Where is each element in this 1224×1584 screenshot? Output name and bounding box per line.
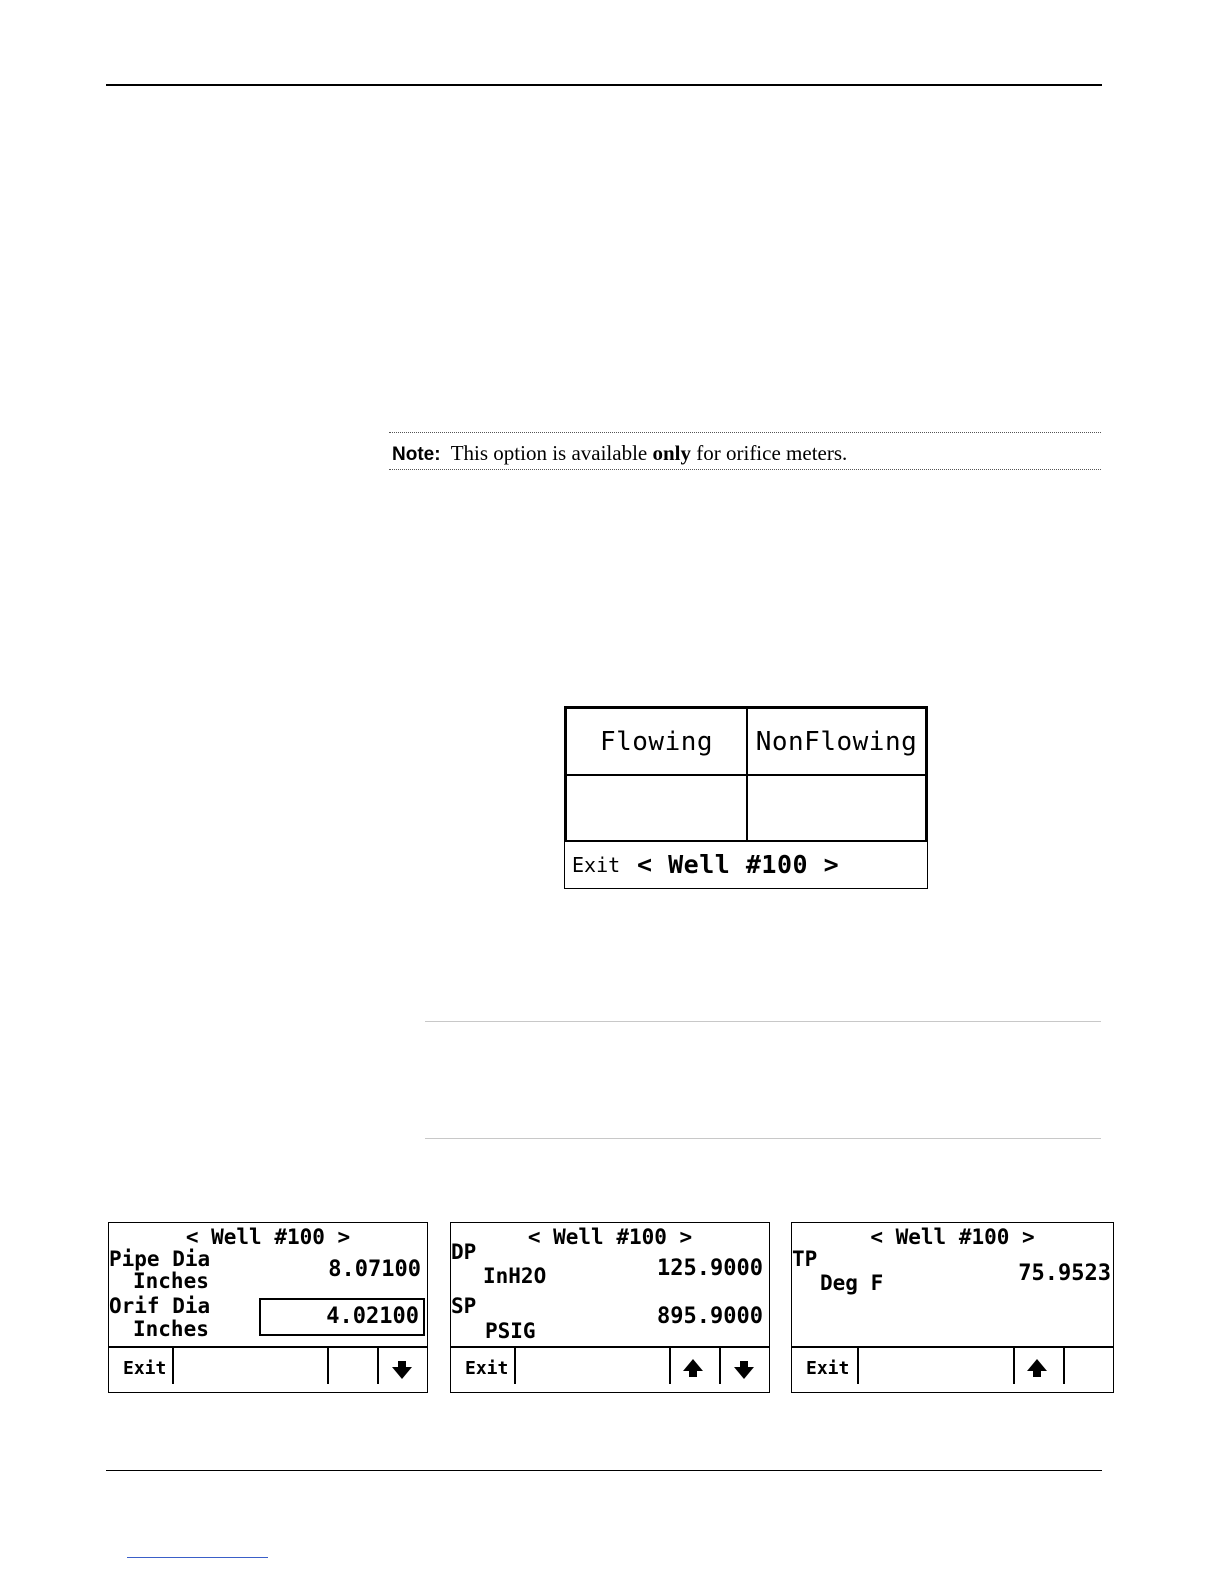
well-selector[interactable]: < Well #100 >: [185, 1225, 351, 1249]
sp-label: SP: [451, 1294, 477, 1318]
divider-rule: [425, 1138, 1101, 1139]
softkey-bar: [109, 1346, 427, 1392]
flowing-screen: [564, 706, 928, 889]
tp-label: TP: [792, 1247, 818, 1271]
softkey-divider: [857, 1348, 859, 1384]
well-selector[interactable]: < Well #100 >: [527, 1225, 693, 1249]
up-arrow-icon[interactable]: [1026, 1358, 1048, 1380]
pipe-dia-unit: Inches: [133, 1269, 209, 1293]
softkey-divider: [1013, 1348, 1015, 1384]
tp-value[interactable]: 75.9523: [1018, 1261, 1111, 1286]
well-selector[interactable]: < Well #100 >: [637, 850, 840, 879]
nonflowing-button[interactable]: NonFlowing: [746, 707, 927, 776]
dp-unit: InH2O: [483, 1264, 547, 1288]
note-text-after: for orifice meters.: [696, 441, 848, 465]
sp-value[interactable]: 895.9000: [657, 1304, 763, 1329]
note-label: Note:: [392, 444, 441, 465]
orif-dia-label: Orif Dia: [109, 1294, 211, 1318]
softkey-divider: [669, 1348, 671, 1384]
tp-unit: Deg F: [820, 1271, 884, 1295]
well-selector[interactable]: < Well #100 >: [870, 1225, 1035, 1249]
orif-dia-unit: Inches: [133, 1317, 209, 1341]
dp-value[interactable]: 125.9000: [657, 1256, 763, 1281]
softkey-divider: [514, 1348, 516, 1384]
pipe-dia-value[interactable]: 8.07100: [328, 1257, 421, 1282]
softkey-divider: [719, 1348, 721, 1384]
note-text-before: This option is available: [450, 441, 648, 465]
footer-rule: [106, 1470, 1102, 1471]
note-text: [392, 441, 847, 467]
down-arrow-icon[interactable]: [733, 1358, 755, 1380]
softkey-bar: [451, 1346, 769, 1392]
exit-button[interactable]: Exit: [123, 1358, 167, 1379]
dp-label: DP: [451, 1240, 477, 1264]
pipe-dia-label: Pipe Dia: [109, 1247, 211, 1271]
sp-unit: PSIG: [485, 1319, 536, 1343]
note-text-bold: only: [652, 441, 691, 465]
flowing-grid: [565, 707, 926, 841]
softkey-divider: [327, 1348, 329, 1384]
exit-button[interactable]: Exit: [465, 1358, 509, 1379]
orifice-screen: [108, 1222, 428, 1393]
up-arrow-icon[interactable]: [682, 1358, 704, 1380]
empty-cell-left[interactable]: [565, 774, 748, 842]
exit-button[interactable]: Exit: [572, 853, 621, 877]
footer-link-underline[interactable]: [127, 1557, 268, 1558]
flowing-button[interactable]: Flowing: [565, 707, 748, 776]
down-arrow-icon[interactable]: [391, 1358, 413, 1380]
exit-button[interactable]: Exit: [806, 1358, 850, 1379]
softkey-divider: [172, 1348, 174, 1384]
note-box: [389, 432, 1101, 470]
divider-rule: [425, 1021, 1101, 1022]
softkey-bar: [792, 1346, 1113, 1392]
orif-dia-input[interactable]: 4.02100: [259, 1298, 425, 1336]
softkey-divider: [377, 1348, 379, 1384]
temperature-screen: [791, 1222, 1114, 1393]
flowing-screen-bar: [565, 843, 926, 887]
empty-cell-right[interactable]: [746, 774, 927, 842]
header-rule: [106, 84, 1102, 86]
pressure-screen: [450, 1222, 770, 1393]
softkey-divider: [1063, 1348, 1065, 1384]
